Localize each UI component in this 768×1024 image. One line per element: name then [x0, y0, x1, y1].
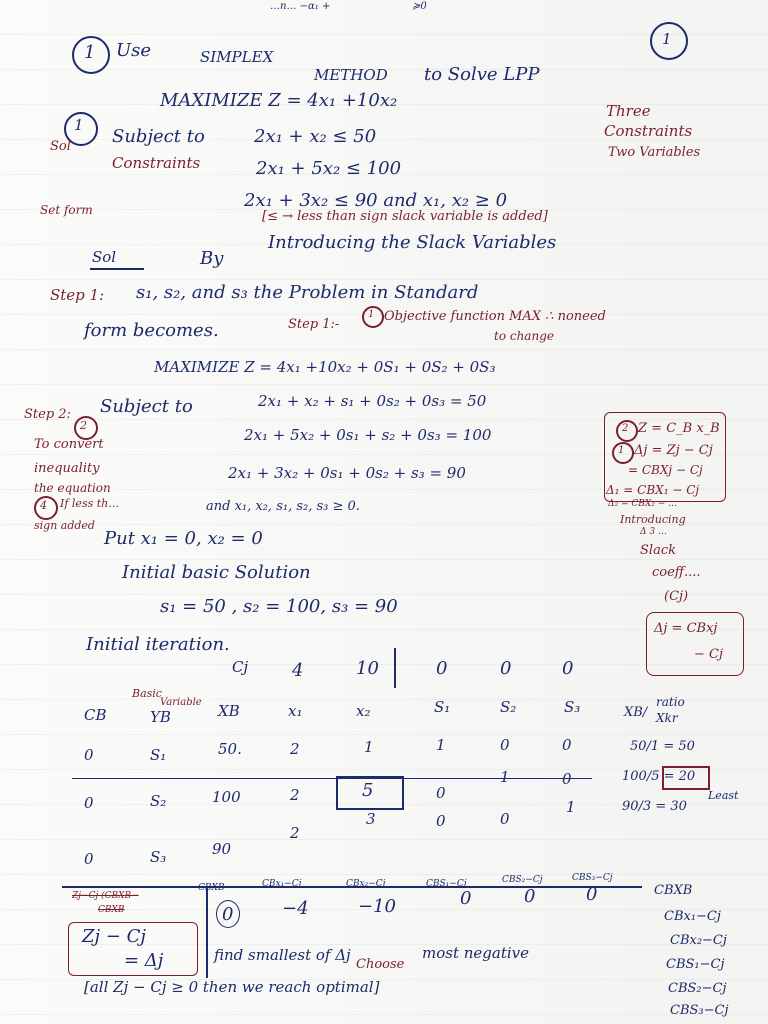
cj-x1: 4: [292, 660, 304, 681]
eq-aj-label: = Δj: [124, 950, 164, 971]
note-minus-cj: − Cj: [694, 647, 724, 662]
header-x1: x₁: [288, 702, 303, 720]
note-coeff: coeff....: [652, 565, 701, 580]
basic-label: Basic: [132, 687, 162, 700]
introducing-slack: Introducing the Slack Variables: [268, 232, 557, 253]
zj-hdr-s1: CBS₁−Cj: [426, 879, 467, 889]
cj-s2: 0: [500, 658, 512, 679]
formula-box: [604, 412, 726, 502]
margin-if-less: If less th…: [60, 497, 120, 510]
subject-to-2: Subject to: [100, 396, 193, 417]
to-change-note: to change: [494, 329, 554, 343]
header-s1: S₁: [434, 698, 451, 716]
formula-introducing: Introducing: [620, 513, 686, 526]
row3-xb: 90: [212, 840, 232, 858]
header-s2: S₂: [500, 698, 517, 716]
margin-to-convert: To convert: [34, 437, 104, 452]
formula-1-num: 1: [618, 445, 625, 456]
top-scribble: …n… −α₁ +: [270, 1, 331, 12]
step1-note: Step 1:-: [288, 317, 340, 332]
row2-s3: 0: [562, 770, 572, 788]
right-cbs1: CBS₁−Cj: [666, 957, 725, 972]
zj-val-cbxb-circle: [216, 900, 240, 928]
nonnegativity: and x₁, x₂, s₁, s₂, s₃ ≥ 0.: [206, 499, 360, 514]
simplex-word: SIMPLEX: [200, 48, 274, 66]
objective-note: Objective function MAX ∴ noneed: [384, 309, 606, 324]
initial-iteration: Initial iteration.: [86, 634, 230, 655]
row1-yb: S₁: [150, 746, 167, 764]
sol-underline: [90, 268, 144, 270]
row3-s1: 0: [436, 812, 446, 830]
header-yb: YB: [150, 708, 171, 726]
all-zj-optimal: [all Zj − Cj ≥ 0 then we reach optimal]: [84, 978, 380, 996]
least-ratio-box: [662, 766, 710, 790]
slack-vars-line: s₁, s₂, and s₃ the Problem in Standard: [136, 282, 479, 303]
initial-basic-solution: Initial basic Solution: [122, 562, 311, 583]
row2-s2: 1: [500, 768, 510, 786]
header-cb: CB: [84, 706, 107, 724]
question-number: 1: [84, 42, 96, 63]
header-x2: x₂: [356, 702, 371, 720]
row3-x1: 2: [290, 824, 300, 842]
zj-val-s3: 0: [586, 884, 598, 905]
note-constraints: Constraints: [604, 122, 693, 140]
zj-hdr-x2: CBx₂−Cj: [346, 879, 386, 889]
cj-label: Cj: [232, 658, 249, 676]
page-number: 1: [662, 30, 672, 48]
note-aj-box: [646, 612, 744, 676]
zj-divider: [206, 888, 208, 978]
formula-z: Z = C_B x_B: [638, 421, 720, 436]
row2-cb: 0: [84, 794, 94, 812]
zj-val-x2: −10: [358, 896, 396, 917]
note-three: Three: [606, 102, 651, 120]
row2-xb: 100: [212, 788, 241, 806]
header-xb: XB: [218, 702, 240, 720]
margin-sol: Sol: [50, 139, 71, 154]
row1-s3: 0: [562, 736, 572, 754]
put-line: Put x₁ = 0, x₂ = 0: [104, 528, 263, 549]
constraint-2: 2x₁ + 5x₂ ≤ 100: [256, 158, 402, 179]
formula-a1: Δ₁ = CBX₁ − Cj: [606, 483, 700, 497]
margin-set-form: Set form: [40, 203, 93, 217]
cj-divider: [394, 648, 396, 688]
formula-2-num: 2: [622, 423, 629, 434]
least-label: Least: [708, 789, 739, 802]
note-slack: Slack: [640, 543, 676, 558]
header-ratio-b: ratio: [656, 695, 685, 709]
row2-x1: 2: [290, 786, 300, 804]
note-less-than: [≤ → less than sign slack variable is added]: [262, 209, 548, 224]
subject-to: Subject to: [112, 126, 205, 147]
row3-cb: 0: [84, 850, 94, 868]
note-cj: (Cj): [664, 589, 689, 604]
maximize-objective: MAXIMIZE Z = 4x₁ +10x₂: [160, 90, 398, 111]
find-smallest: find smallest of Δj: [214, 946, 351, 964]
header-ratio-a: XB/: [624, 705, 648, 720]
maximize-standard: MAXIMIZE Z = 4x₁ +10x₂ + 0S₁ + 0S₂ + 0S₃: [154, 358, 496, 376]
margin-constraints: Constraints: [112, 154, 201, 172]
method-word: METHOD: [314, 66, 388, 84]
by-word: By: [200, 248, 224, 269]
form-becomes: form becomes.: [84, 320, 219, 341]
header-s3: S₃: [564, 698, 581, 716]
row2-yb: S₂: [150, 792, 167, 810]
row3-x2: 3: [366, 810, 376, 828]
formula-scribble: Δ₂ = CBX₂ − …: [608, 499, 678, 509]
constraint-3: 2x₁ + 3x₂ ≤ 90 and x₁, x₂ ≥ 0: [244, 190, 508, 211]
right-cbx1: CBx₁−Cj: [664, 909, 721, 924]
equation-1: 2x₁ + x₂ + s₁ + 0s₂ + 0s₃ = 50: [258, 392, 487, 410]
row1-s1: 1: [436, 736, 446, 754]
slack-values: s₁ = 50 , s₂ = 100, s₃ = 90: [160, 596, 398, 617]
row1-x2: 1: [364, 738, 374, 756]
row3-ratio: 90/3 = 30: [622, 799, 687, 814]
row1-s2: 0: [500, 736, 510, 754]
right-cbs2: CBS₂−Cj: [668, 981, 727, 996]
row3-s2: 0: [500, 810, 510, 828]
header-ratio-c: Xkr: [656, 711, 678, 725]
row2-s1: 0: [436, 784, 446, 802]
constraint-1: 2x₁ + x₂ ≤ 50: [254, 126, 377, 147]
right-cbs3: CBS₃−Cj: [670, 1003, 729, 1018]
variable-label: Variable: [160, 697, 202, 708]
zj-val-s1: 0: [460, 888, 472, 909]
formula-scribble-2: Δ 3 …: [640, 527, 667, 537]
formula-cbxj: = CBXj − Cj: [628, 463, 703, 477]
struck-note-2: CBXB: [98, 905, 125, 915]
zj-val-s2: 0: [524, 886, 536, 907]
zj-hdr-x1: CBx₁−Cj: [262, 879, 302, 889]
row1-xb: 50.: [218, 740, 242, 758]
cj-s3: 0: [562, 658, 574, 679]
margin-the-equation: the equation: [34, 481, 111, 495]
cj-s1: 0: [436, 658, 448, 679]
solve-lpp-text: to Solve LPP: [424, 64, 540, 85]
margin-4: 4: [40, 499, 47, 512]
use-word: Use: [116, 40, 152, 61]
row1-ratio: 50/1 = 50: [630, 739, 695, 754]
equation-2: 2x₁ + 5x₂ + 0s₁ + s₂ + 0s₃ = 100: [244, 426, 492, 444]
margin-step-2: Step 2:: [24, 407, 71, 422]
row2-ratio: 100/5 = 20: [622, 769, 696, 784]
zj-hdr-cbxb: CBXB: [198, 883, 225, 893]
most-negative: most negative: [422, 944, 530, 962]
row3-yb: S₃: [150, 848, 167, 866]
row1-cb: 0: [84, 746, 94, 764]
pivot-row-arrow: [72, 778, 592, 779]
zj-hdr-s2: CBS₂−Cj: [502, 875, 543, 885]
zj-cj-label: Zj − Cj: [82, 926, 146, 947]
zj-val-cbxb: 0: [222, 904, 234, 925]
sol-heading: Sol: [92, 248, 117, 266]
top-scribble-2: ≽0: [412, 1, 427, 12]
margin-step-1: Step 1:: [50, 286, 105, 304]
row2-x2: 5: [362, 780, 374, 801]
right-cbxb: CBXB: [654, 883, 693, 898]
margin-sign-added: sign added: [34, 519, 95, 532]
equation-3: 2x₁ + 3x₂ + 0s₁ + 0s₂ + s₃ = 90: [228, 464, 466, 482]
cj-x2: 10: [356, 658, 379, 679]
step1-note-num: 1: [368, 309, 375, 320]
sol-circle-num: 1: [74, 116, 84, 134]
row1-x1: 2: [290, 740, 300, 758]
row3-s3: 1: [566, 798, 576, 816]
note-aj: Δj = CBxj: [654, 621, 718, 636]
zj-hdr-s3: CBS₃−Cj: [572, 873, 613, 883]
formula-aj: Δj = Zj − Cj: [634, 443, 713, 458]
zj-val-x1: −4: [282, 898, 309, 919]
margin-inequality: inequality: [34, 461, 100, 476]
note-two-variables: Two Variables: [608, 145, 701, 160]
right-cbx2: CBx₂−Cj: [670, 933, 727, 948]
step2-circle-num: 2: [80, 419, 87, 432]
struck-note: Zj−Cj (CBXB−: [72, 891, 139, 901]
choose-label: Choose: [356, 957, 405, 972]
